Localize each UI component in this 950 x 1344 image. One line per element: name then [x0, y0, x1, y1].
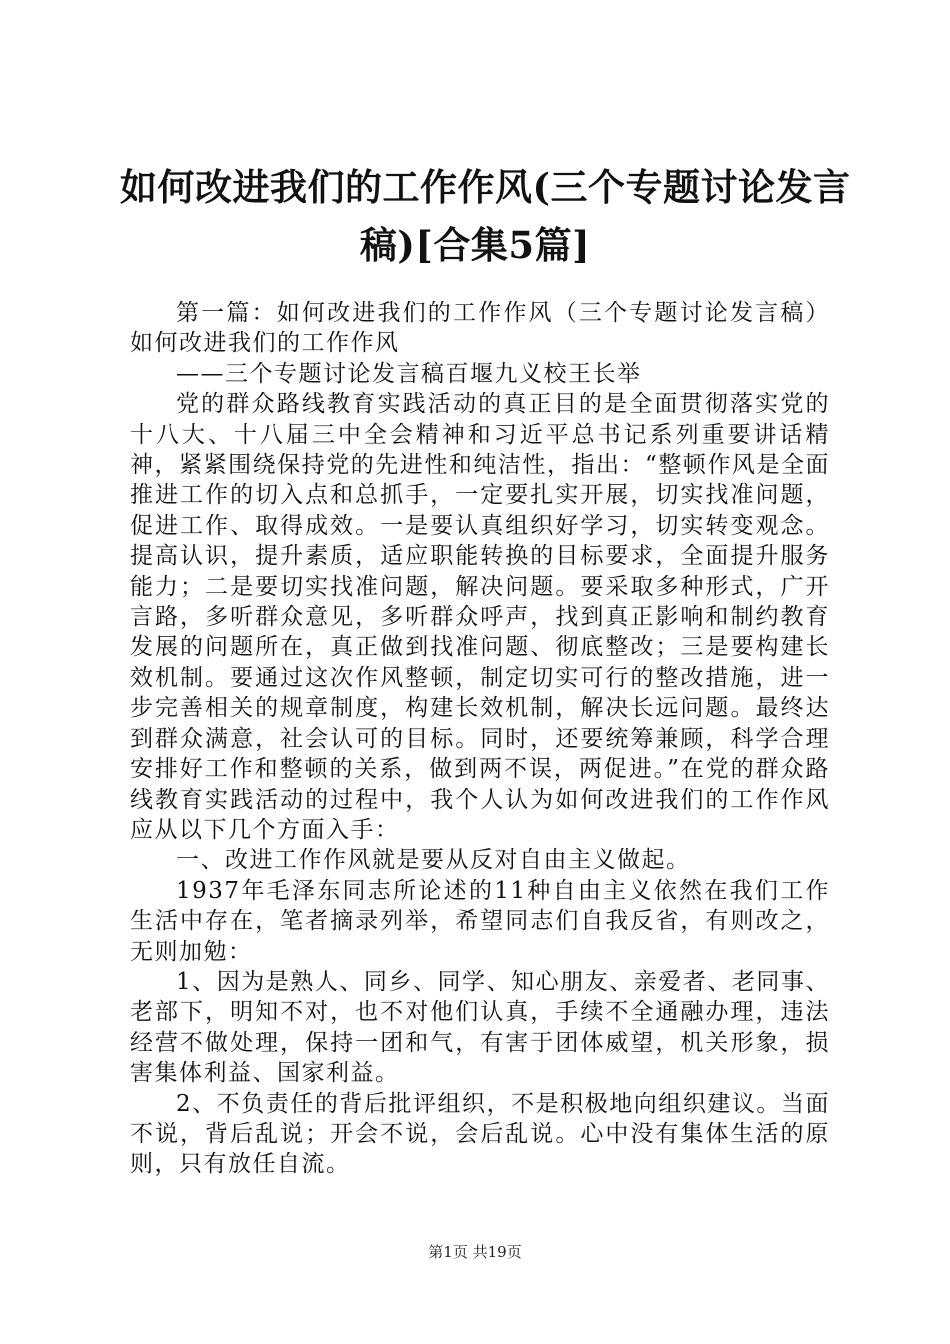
- document-title: [120, 158, 851, 274]
- paragraph-1: 第一篇：如何改进我们的工作作风（三个专题讨论发言稿）如何改进我们的工作作风: [130, 300, 830, 357]
- paragraph-2: ——三个专题讨论发言稿百堰九义校王长举: [176, 360, 642, 387]
- document-body: [130, 298, 830, 1180]
- page-footer: 第1页 共19页: [428, 1243, 522, 1261]
- paragraph-7: 2、不负责任的背后批评组织，不是积极地向组织建议。当面不说，背后乱说；开会不说，会后乱说。心中没有集体生活的原则，只有放任自流。: [130, 1090, 830, 1178]
- paragraph-5: 1937年毛泽东同志所论述的11种自由主义依然在我们工作生活中存在，笔者摘录列举，希望同志们自我反省，有则改之，无则加勉：: [130, 877, 830, 965]
- paragraph-6: 1、因为是熟人、同乡、同学、知心朋友、亲爱者、老同事、老部下，明知不对，也不对他们认真，手续不全通融办理，违法经营不做处理，保持一团和气，有害于团体威望，机关形象，损害集体利益、国家利益。: [130, 968, 830, 1087]
- title-line-1: 如何改进我们的工作作风(三个专题讨论发言: [120, 165, 851, 209]
- paragraph-3: 党的群众路线教育实践活动的真正目的是全面贯彻落实党的十八大、十八届三中全会精神和习近平总书记系列重要讲话精神，紧紧围绕保持党的先进性和纯洁性，指出：“整顿作风是全面推进工作的切入点和总抓手，一定要扎实开展，切实找准问题，促进工作、取得成效。一是要认真组织好学习，切实转变观念。提高认识，提升素质，适应职能转换的目标要求，全面提升服务能力；二是要切实找准问题，解决问题。要采取多种形式，广开言路，多听群众意见，多听群众呼声，找到真正影响和制约教育发展的问题所在，真正做到找准问题、彻底整改；三是要构建长效机制。要通过这次作风整顿，制定切实可行的整改措施，进一步完善相关的规章制度，构建长效机制，解决长远问题。最终达到群众满意，社会认可的目标。同时，还要统筹兼顾，科学合理安排好工作和整顿的关系，做到两不误，两促进。”在党的群众路线教育实践活动的过程中，我个人认为如何改进我们的工作作风应从以下几个方面入手：: [130, 391, 830, 843]
- paragraph-4: 一、改进工作作风就是要从反对自由主义做起。: [176, 847, 691, 874]
- title-line-2: 稿)[合集5篇]: [359, 223, 591, 267]
